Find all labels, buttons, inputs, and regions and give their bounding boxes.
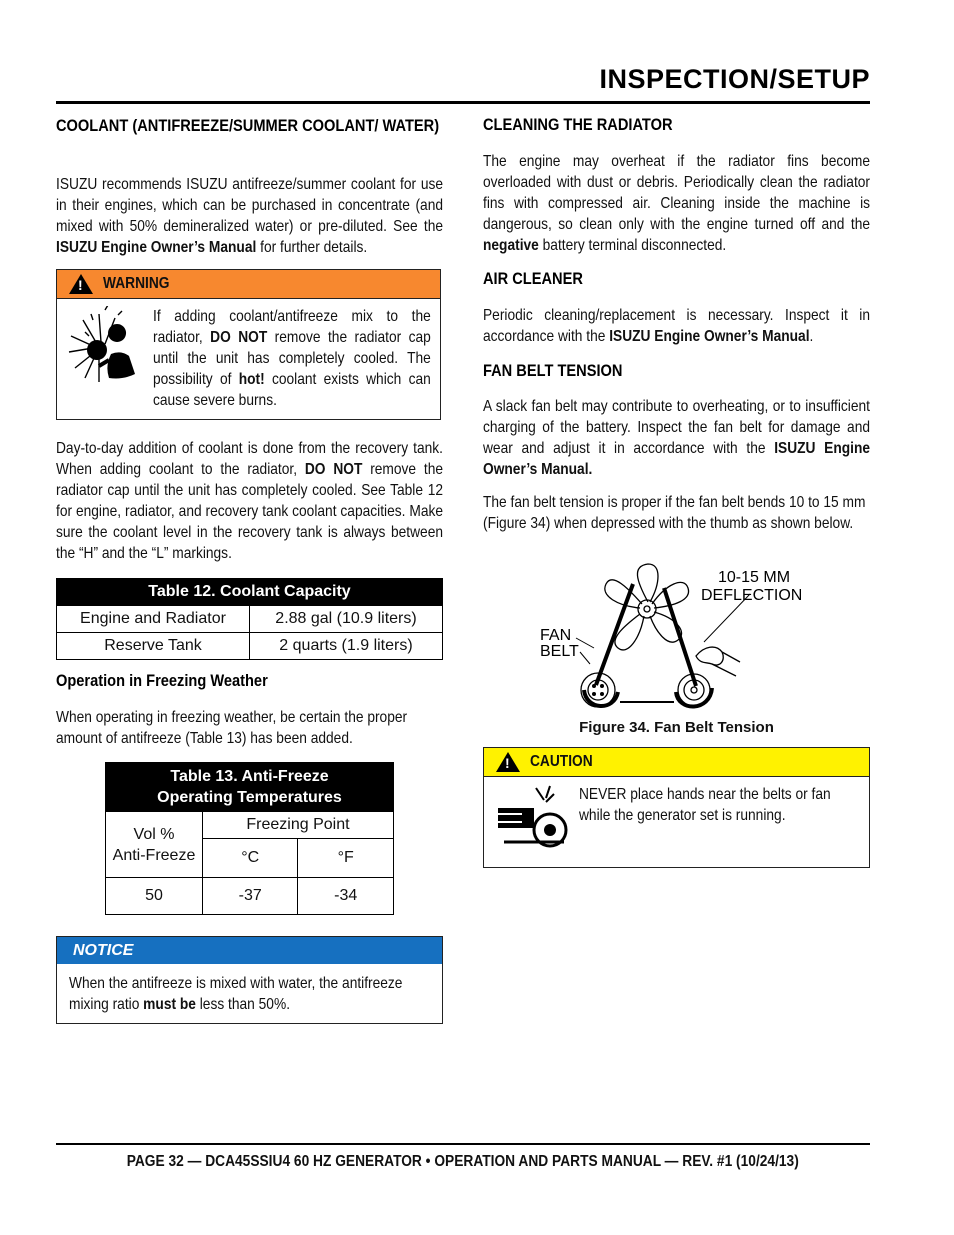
notice-text-2: less than 50%. <box>195 996 291 1013</box>
radiator-text-1: The engine may overheat if the radiator fins become overloaded with dust or debris. Periodically clean the radiator fins with compressed air. Cleaning inside the machine is dangerous, so clean only with the engine turned off and the <box>483 153 870 233</box>
figure-caption: Figure 34. Fan Belt Tension <box>579 719 774 736</box>
warning-do-not: DO NOT <box>210 329 268 346</box>
warning-box <box>56 269 441 420</box>
table-cell: Reserve Tank <box>57 633 250 660</box>
freezing-heading: Operation in Freezing Weather <box>56 671 268 690</box>
fan-label: FAN <box>540 627 572 644</box>
notice-box <box>56 936 443 1024</box>
table-cell: -37 <box>203 878 298 915</box>
warning-text <box>153 306 431 411</box>
warning-hot: hot! <box>238 371 265 388</box>
freezing-point-header: Freezing Point <box>203 812 394 839</box>
radiator-negative: negative <box>483 237 539 254</box>
header-rule <box>56 101 870 104</box>
warning-text-2: remove the radiator cap until the unit has completely cooled. The possibility of <box>153 329 431 388</box>
caution-text: NEVER place hands near the belts or fan while the generator set is running. <box>579 786 831 824</box>
warning-label: WARNING <box>103 275 170 292</box>
table-cell: 2 quarts (1.9 liters) <box>250 633 443 660</box>
footer-rule <box>56 1143 870 1145</box>
recovery-do-not: DO NOT <box>304 461 363 478</box>
celsius-header: °C <box>203 839 298 878</box>
vol-header <box>106 812 203 878</box>
fan-belt-heading: FAN BELT TENSION <box>483 361 623 380</box>
caution-bar <box>484 748 869 777</box>
burn-hazard-icon <box>65 306 145 386</box>
coolant-heading-block <box>56 115 443 136</box>
coolant-manual-ref: ISUZU Engine Owner’s Manual <box>56 239 257 256</box>
notice-text-1: When the antifreeze is mixed with water, the antifreeze mixing ratio <box>69 975 403 1013</box>
table-row <box>106 878 394 915</box>
page-title: INSPECTION/SETUP <box>599 64 870 94</box>
warning-bar <box>57 270 440 299</box>
vol-header-line1: Vol % <box>133 825 175 843</box>
recovery-paragraph <box>56 438 443 564</box>
table13-title-line2: Operating Temperatures <box>157 789 342 806</box>
notice-text <box>69 973 430 1015</box>
caution-box <box>483 747 870 868</box>
antifreeze-table <box>105 762 394 915</box>
air-manual-ref: ISUZU Engine Owner’s Manual <box>609 328 810 345</box>
deflection-label-1: 10-15 MM <box>718 569 791 586</box>
table-cell: 2.88 gal (10.9 liters) <box>250 606 443 633</box>
caution-triangle-icon <box>496 752 520 772</box>
table-row <box>57 633 443 660</box>
hand-entanglement-icon <box>494 784 572 852</box>
warning-text-1: If adding coolant/antifreeze mix to the radiator, <box>153 308 431 346</box>
vol-header-line2: Anti-Freeze <box>112 846 196 864</box>
fan-belt-paragraph <box>483 396 870 480</box>
notice-label: NOTICE <box>57 937 442 964</box>
caution-label: CAUTION <box>530 753 593 770</box>
table-cell: 50 <box>106 878 203 915</box>
coolant-text-end: for further details. <box>256 239 368 256</box>
table12-title: Table 12. Coolant Capacity <box>57 579 443 606</box>
table13-title <box>106 763 394 812</box>
air-cleaner-heading: AIR CLEANER <box>483 269 583 288</box>
air-cleaner-paragraph <box>483 305 870 347</box>
footer-text: PAGE 32 — DCA45SSIU4 60 HZ GENERATOR • OPERATION AND PARTS MANUAL — REV. #1 (10/24/13) <box>126 1153 800 1170</box>
coolant-heading: COOLANT (ANTIFREEZE/SUMMER COOLANT/ WATER) <box>56 116 440 135</box>
radiator-paragraph <box>483 151 870 256</box>
recovery-text-2: remove the radiator cap until the unit has completely cooled. See Table 12 for engine, radiator, and recovery tank coolant capacities. Make sure the coolant level in the recovery tank is always between the “H” and the “L” markings. <box>56 461 444 562</box>
air-text-1: Periodic cleaning/replacement is necessary. Inspect it in accordance with the <box>483 307 870 345</box>
page-footer <box>56 1153 870 1171</box>
radiator-text-2: battery terminal disconnected. <box>538 237 727 254</box>
table-row <box>57 606 443 633</box>
fan-belt-figure <box>536 560 826 715</box>
air-text-2: . <box>809 328 814 345</box>
coolant-text: ISUZU recommends ISUZU antifreeze/summer coolant for use in their engines, which can be purchased in concentrate (and mixed with 50% demineralized water) or pre-diluted. See the <box>56 176 443 235</box>
table-cell: Engine and Radiator <box>57 606 250 633</box>
coolant-paragraph <box>56 174 443 258</box>
fahrenheit-header: °F <box>298 839 394 878</box>
coolant-capacity-table <box>56 578 443 660</box>
fan-belt-tension-paragraph: The fan belt tension is proper if the fan belt bends 10 to 15 mm (Figure 34) when depressed with the thumb as shown below. <box>483 494 866 532</box>
warning-text-3: coolant exists which can cause severe burns. <box>153 371 431 409</box>
table13-title-line1: Table 13. Anti-Freeze <box>170 768 329 785</box>
fanbelt-text-1: A slack fan belt may contribute to overheating, or to insufficient charging of the battery. Inspect the fan belt for damage and wear and adjust it in accordance with the <box>483 398 870 457</box>
radiator-heading: CLEANING THE RADIATOR <box>483 115 673 134</box>
recovery-text-1: Day-to-day addition of coolant is done from the recovery tank. When adding coolant to the radiator, <box>56 440 443 478</box>
freezing-text: When operating in freezing weather, be certain the proper amount of antifreeze (Table 13) has been added. <box>56 709 408 747</box>
notice-must-be: must be <box>143 996 196 1013</box>
table-cell: -34 <box>298 878 394 915</box>
belt-label: BELT <box>540 643 579 660</box>
warning-triangle-icon <box>69 274 93 294</box>
deflection-label-2: DEFLECTION <box>701 587 803 604</box>
fanbelt-manual-ref: ISUZU Engine Owner’s Manual. <box>483 440 871 478</box>
